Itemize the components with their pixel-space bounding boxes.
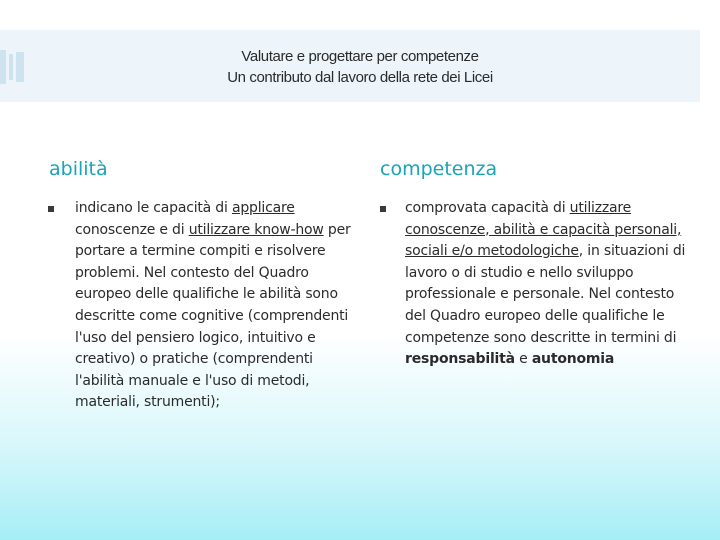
header-decoration bbox=[0, 50, 26, 84]
text-segment: conoscenze e di bbox=[75, 221, 189, 238]
bullet-icon bbox=[48, 206, 54, 212]
text-segment: autonomia bbox=[531, 351, 615, 368]
text-segment: comprovata capacità di bbox=[405, 200, 570, 216]
text-segment: , in situazioni di lavoro o di studio e nello sviluppo professionale e personale. Nel contesto del Quadro europeo delle qualifiche le competenze sono descritte in termini di bbox=[405, 243, 686, 346]
title-line-1: Valutare e progettare per competenze bbox=[241, 48, 479, 65]
abilita-description bbox=[75, 198, 365, 414]
text-segment: indicano le capacità di bbox=[75, 200, 232, 216]
bullet-icon bbox=[380, 206, 386, 212]
page-title bbox=[120, 46, 600, 88]
column-title-abilita: abilità bbox=[49, 158, 108, 180]
text-segment: utilizzare know-how bbox=[188, 221, 324, 238]
competenza-description bbox=[405, 198, 695, 371]
text-segment: e bbox=[514, 351, 532, 368]
column-title-competenza: competenza bbox=[380, 158, 498, 180]
text-segment: responsabilità bbox=[405, 351, 515, 368]
title-line-2: Un contributo dal lavoro della rete dei Licei bbox=[227, 69, 493, 86]
text-segment: per portare a termine compiti e risolvere problemi. Nel contesto del Quadro europeo delle qualifiche le abilità sono descritte come cognitive (comprendenti l'uso del pensiero logico, intuitivo e creativo) o pratiche (comprendenti l'abilità manuale e l'uso di metodi, materiali, strumenti); bbox=[75, 221, 351, 411]
text-segment: applicare bbox=[231, 200, 295, 216]
text-segment: utilizzare conoscenze, abilità e capacità personali, sociali e/o metodologiche bbox=[405, 200, 682, 260]
